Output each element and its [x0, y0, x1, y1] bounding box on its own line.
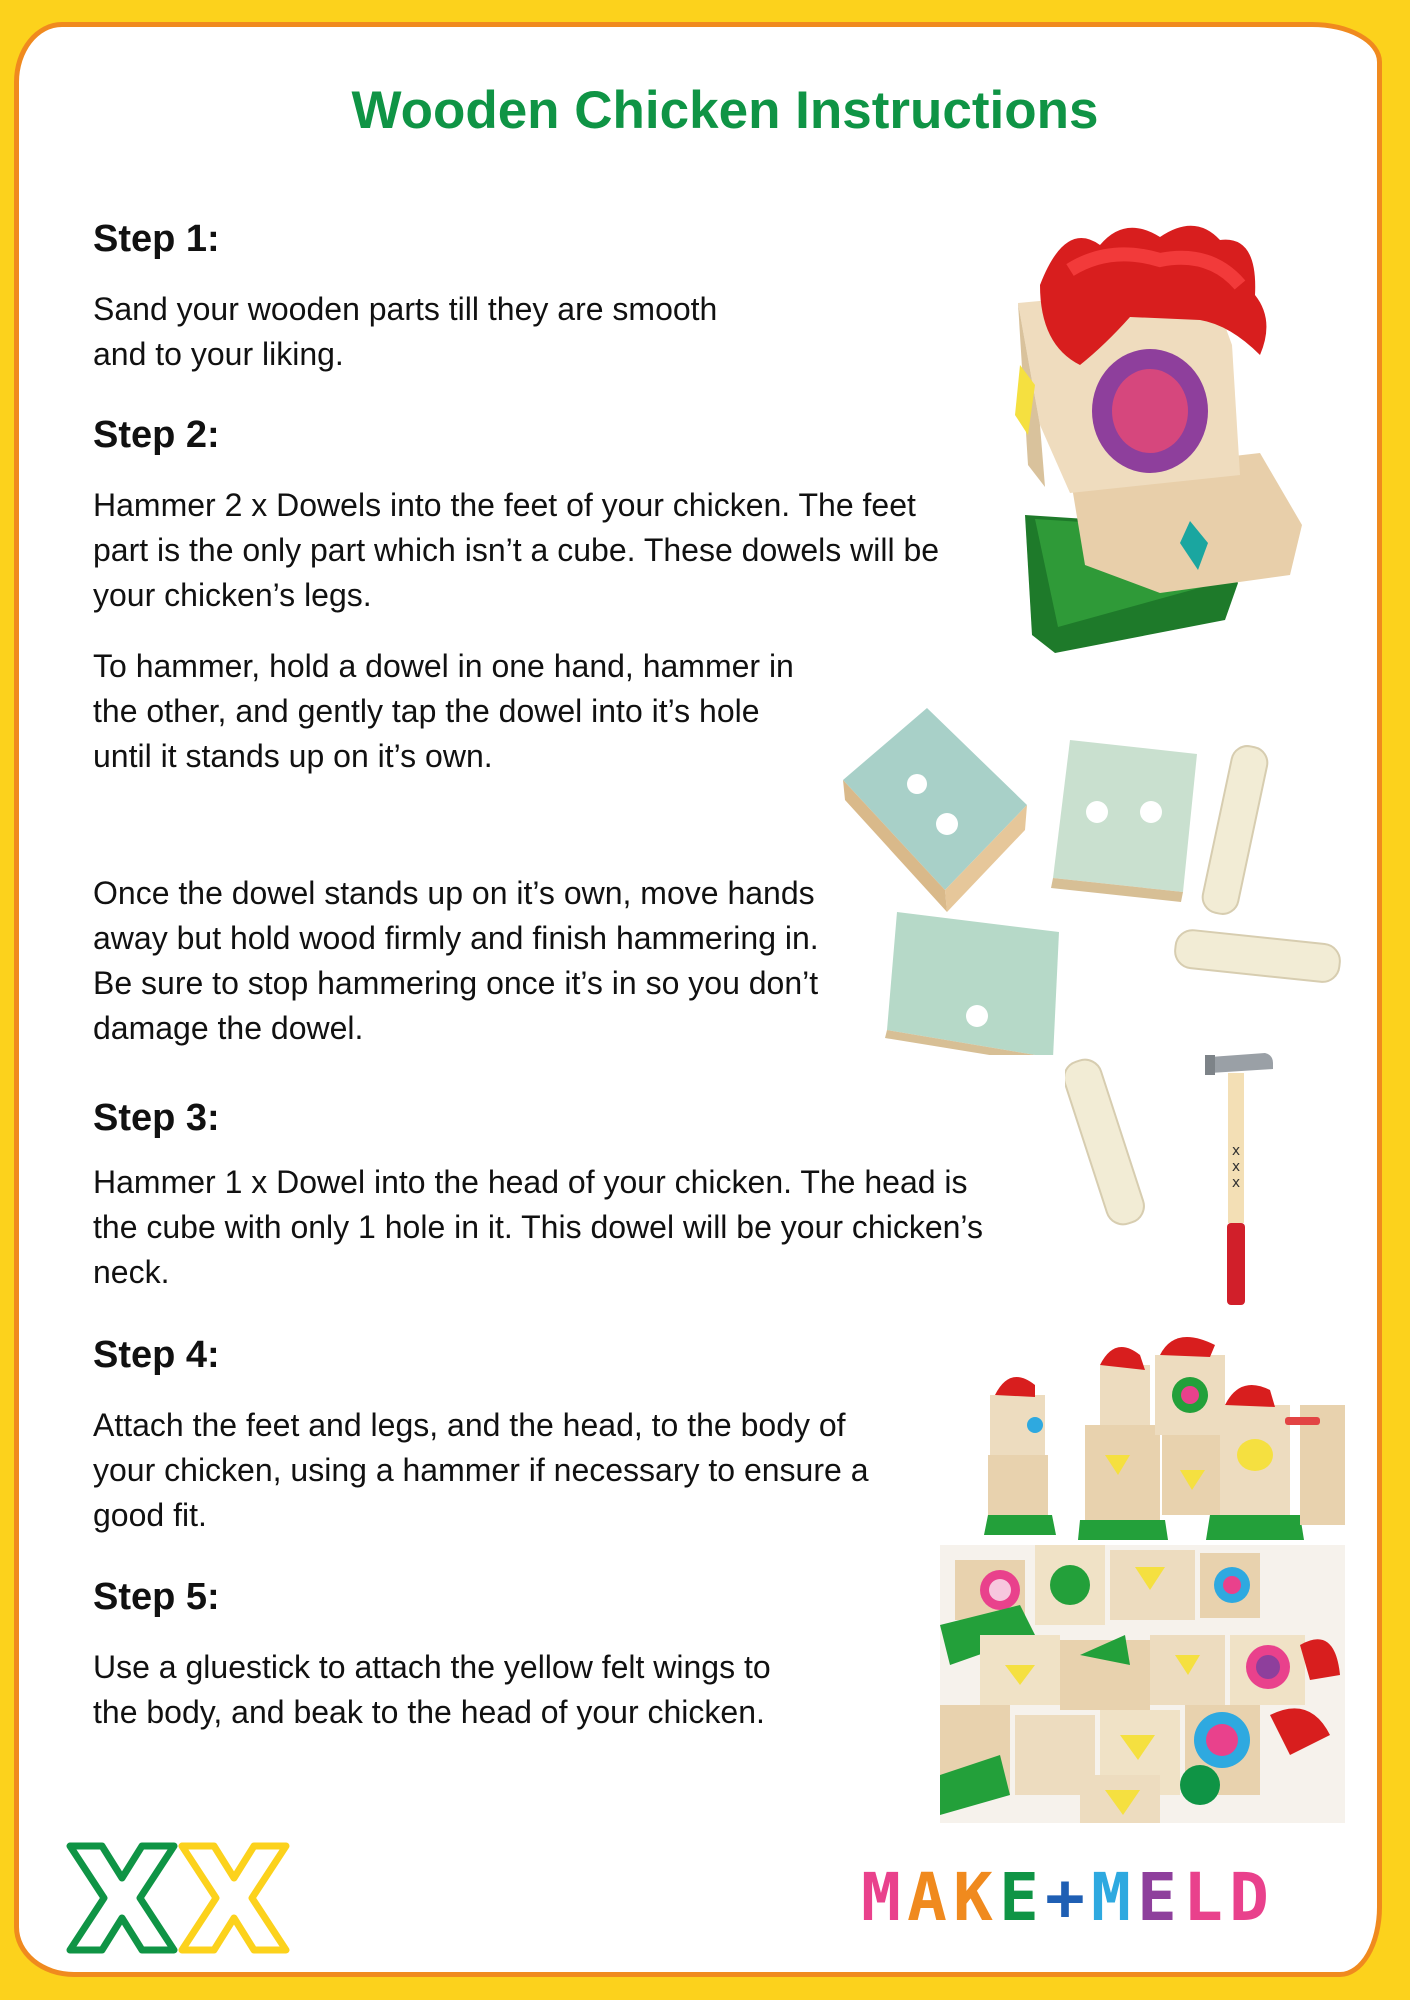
- step-4-text: Attach the feet and legs, and the head, to the body of your chicken, using a hammer if necessary to ensure a good fit.: [93, 1407, 869, 1533]
- wooden-parts-photo: [835, 690, 1345, 1055]
- brand-letter: A: [907, 1859, 947, 1936]
- make-meld-logo: [858, 1859, 1272, 1936]
- step-2-text-1: Hammer 2 x Dowels into the feet of your chicken. The feet part is the only part which isn’t a cube. These dowels will be your chicken’s legs.: [93, 487, 940, 613]
- brand-letter: +: [1045, 1859, 1085, 1936]
- brand-letter: E: [1137, 1859, 1177, 1936]
- step-5-text: Use a gluestick to attach the yellow felt wings to the body, and beak to the head of your chicken.: [93, 1649, 771, 1730]
- step-3-heading: Step 3:: [93, 1097, 220, 1139]
- xx-logo: [64, 1840, 294, 1956]
- chicken-group-photo: [940, 1335, 1345, 1823]
- page-title: Wooden Chicken Instructions: [351, 81, 1099, 140]
- brand-letter: E: [999, 1859, 1039, 1936]
- step-1-text: Sand your wooden parts till they are smooth and to your liking.: [93, 291, 718, 372]
- svg-text:x: x: [1231, 1143, 1241, 1159]
- brand-letter: D: [1229, 1859, 1269, 1936]
- step-2-text-3: Once the dowel stands up on it’s own, move hands away but hold wood firmly and finish hammering in. Be sure to stop hammering once it’s in so you don’t damage the dowel.: [93, 875, 819, 1046]
- dowel-hammer-photo: [1065, 1045, 1315, 1315]
- step-3-text: Hammer 1 x Dowel into the head of your chicken. The head is the cube with only 1 hole in it. This dowel will be your chicken’s neck.: [93, 1164, 983, 1290]
- chicken-photo: [1010, 225, 1310, 660]
- brand-letter: M: [861, 1859, 901, 1936]
- step-2-text-2: To hammer, hold a dowel in one hand, hammer in the other, and gently tap the dowel into it’s hole until it stands up on it’s own.: [93, 648, 794, 774]
- step-2-heading: Step 2:: [93, 414, 220, 456]
- step-1-heading: Step 1:: [93, 218, 220, 260]
- brand-letter: K: [953, 1859, 993, 1936]
- step-5-heading: Step 5:: [93, 1576, 220, 1618]
- brand-letter: M: [1091, 1859, 1131, 1936]
- svg-text:x: x: [1231, 1175, 1241, 1191]
- svg-text:x: x: [1231, 1159, 1241, 1175]
- brand-letter: L: [1183, 1859, 1223, 1936]
- step-4-heading: Step 4:: [93, 1334, 220, 1376]
